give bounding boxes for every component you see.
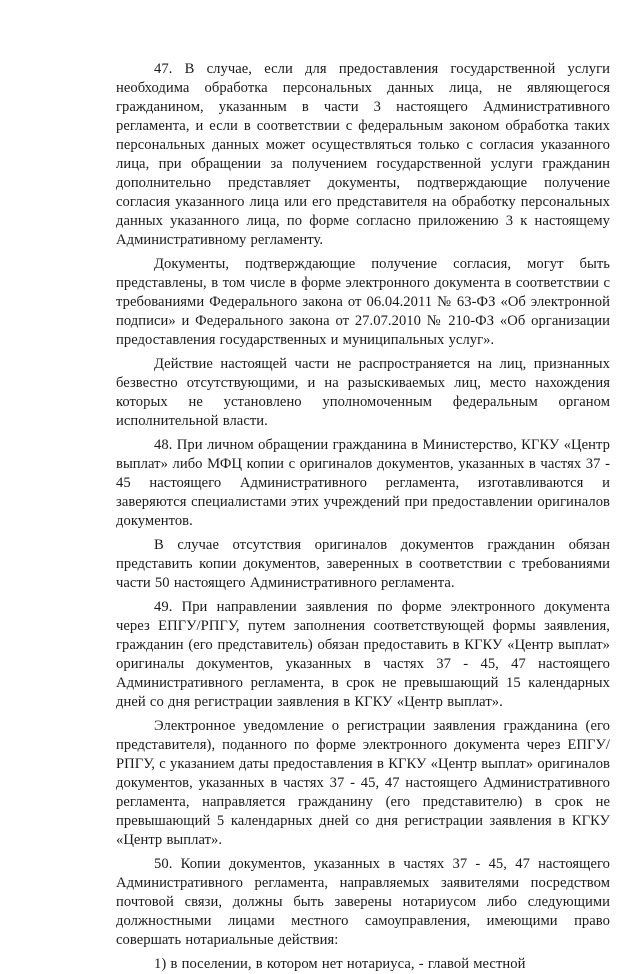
- paragraph-48: 48. При личном обращении гражданина в Министерство, КГКУ «Центр выплат» либо МФЦ копии с оригиналов документов, указанных в частях 37 - 45 настоящего Административного регламента, изготавливаются и заверяются специалистами этих учреждений при предоставлении оригиналов документов.: [116, 437, 610, 529]
- paragraph-50: 50. Копии документов, указанных в частях 37 - 45, 47 настоящего Административного регламента, направляемых заявителями посредством почтовой связи, должны быть заверены нотариусом либо следующими должностными лицами местного самоуправления, имеющими право совершать нотариальные действия:: [116, 856, 610, 948]
- paragraph-consent-documents: Документы, подтверждающие получение согласия, могут быть представлены, в том числе в форме электронного документа в соответствии с требованиями Федерального закона от 06.04.2011 № 63-ФЗ «Об электронной подписи» и Федерального закона от 27.07.2010 № 210-ФЗ «Об организации предоставления государственных и муниципальных услуг».: [116, 256, 610, 348]
- paragraph-electronic-notice: Электронное уведомление о регистрации заявления гражданина (его представителя), поданного по форме электронного документа через ЕПГУ/РПГУ, с указанием даты предоставления в КГКУ «Центр выплат» оригиналов документов, указанных в частях 37 - 45, 47 настоящего Административного регламента, направляется гражданину (его представителю) в срок не превышающий 5 календарных дней со дня регистрации заявления в КГКУ «Центр выплат».: [116, 718, 610, 848]
- paragraph-49: 49. При направлении заявления по форме электронного документа через ЕПГУ/РПГУ, путем заполнения соответствующей формы заявления, гражданин (его представитель) обязан предоставить в КГКУ «Центр выплат» оригиналы документов, указанных в частях 37 - 45, 47 настоящего Административного регламента, в срок не превышающий 15 календарных дней со дня регистрации заявления в КГКУ «Центр выплат».: [116, 599, 610, 710]
- paragraph-exception: Действие настоящей части не распространяется на лиц, признанных безвестно отсутствующими, и на разыскиваемых лиц, место нахождения которых не установлено уполномоченным федеральным органом исполнительной власти.: [116, 356, 610, 429]
- paragraph-missing-originals: В случае отсутствия оригиналов документов гражданин обязан представить копии документов, заверенных в соответствии с требованиями части 50 настоящего Административного регламента.: [116, 537, 610, 591]
- paragraph-50-item-1: 1) в поселении, в котором нет нотариуса, - главой местной: [154, 956, 526, 972]
- paragraph-47: 47. В случае, если для предоставления государственной услуги необходима обработка персональных данных лица, не являющегося гражданином, указанным в части 3 настоящего Административного регламента, и если в соответствии с федеральным законом обработка таких персональных данных может осуществляться только с согласия указанного лица, при обращении за получением государственной услуги гражданин дополнительно представляет документы, подтверждающие получение согласия указанного лица или его представителя на обработку персональных данных указанного лица, по форме согласно приложению 3 к настоящему Административному регламенту.: [116, 61, 610, 248]
